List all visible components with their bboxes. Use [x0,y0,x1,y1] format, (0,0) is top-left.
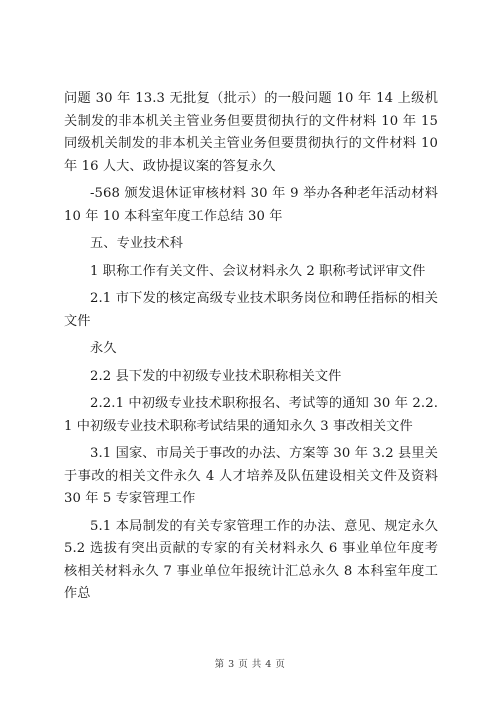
paragraph: 2.2 县下发的中初级专业技术职称相关文件 [90,368,342,384]
paragraph: 3.1 国家、市局关于事改的办法、方案等 30 年 3.2 县里关于事改的相关文件永久 4 人才培养及队伍建设相关文件及资料 30 年 5 专家管理工作 [64,446,438,506]
paragraph: 5.1 本局制发的有关专家管理工作的办法、意见、规定永久 5.2 选拔有突出贡献的专家的有关材料永久 6 事业单位年度考核相关材料永久 7 事业单位年报统计汇总永久 8 本科室年度工作总 [64,518,438,601]
paragraph: 2.2.1 中初级专业技术职称报名、考试等的通知 30 年 2.2.1 中初级专业技术职称考试结果的通知永久 3 事改相关文件 [64,396,438,434]
paragraph: -568 颁发退休证审核材料 30 年 9 举办各种老年活动材料 10 年 10 本科室年度工作总结 30 年 [64,186,438,224]
document-body [64,88,438,606]
paragraph: 问题 30 年 13.3 无批复（批示）的一般问题 10 年 14 上级机关制发的非本机关主管业务但要贯彻执行的文件材料 10 年 15 同级机关制发的非本机关主管业务但要贯彻执行的文件材料 10 年 16 人大、政协提议案的答复永久 [64,91,438,174]
paragraph: 永久 [90,341,117,356]
paragraph: 2.1 市下发的核定高级专业技术职务岗位和聘任指标的相关文件 [64,291,438,329]
page-number-footer: 第 3 页 共 4 页 [214,659,286,670]
section-heading: 五、专业技术科 [90,236,184,251]
paragraph: 1 职称工作有关文件、会议材料永久 2 职称考试评审文件 [90,263,426,279]
